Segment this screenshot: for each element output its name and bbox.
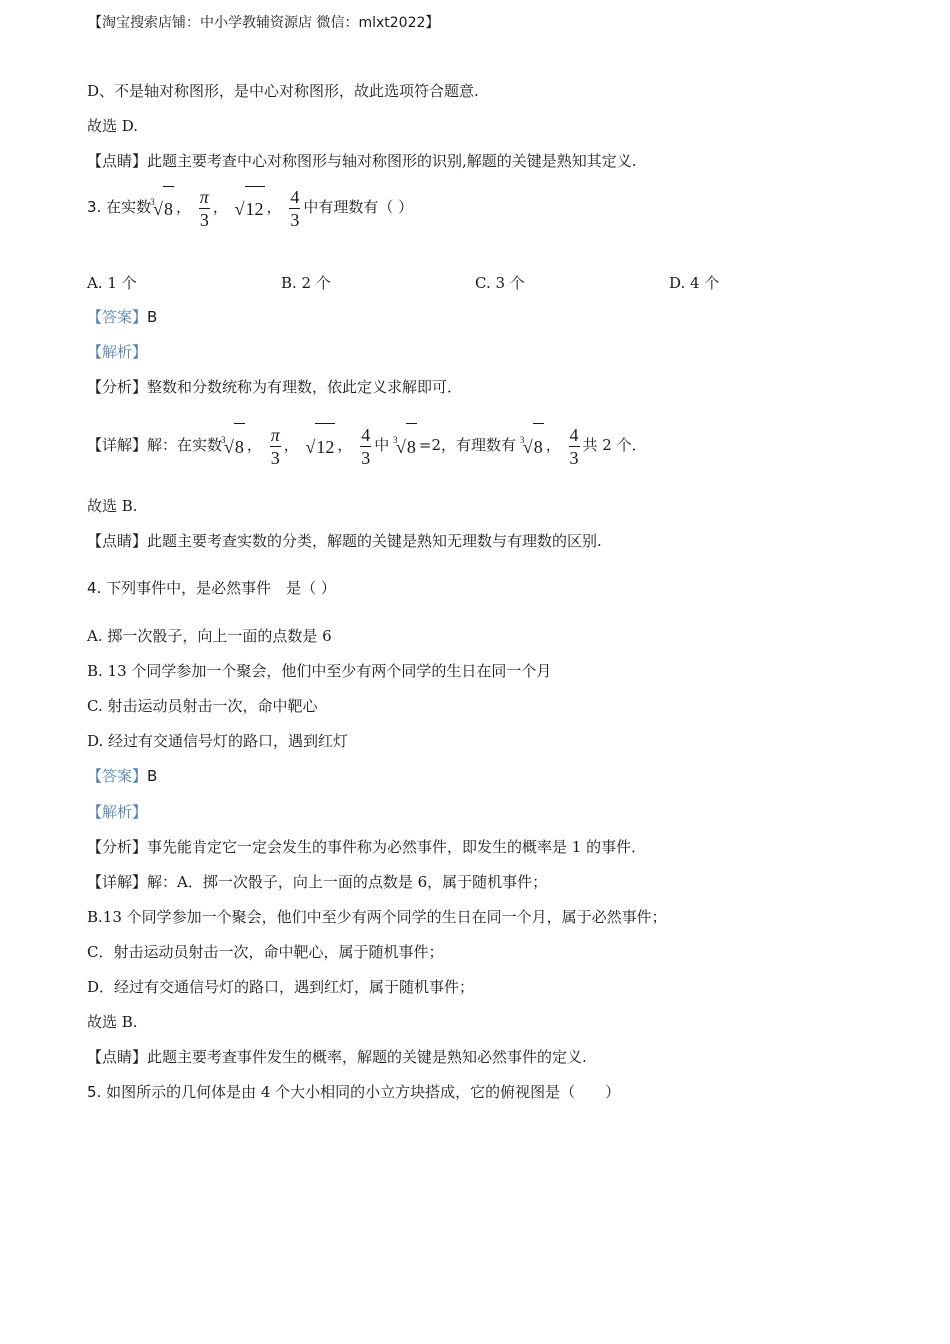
solution-text: 共 2 个．	[582, 436, 647, 454]
cube-root-8: 3 √8	[224, 423, 245, 470]
cube-root-8: 3 √8	[523, 423, 544, 470]
answer-label: 【答案】	[87, 767, 148, 785]
option-b: B. 2 个	[281, 274, 331, 292]
question-3	[87, 185, 413, 231]
solution-text: D．经过有交通信号灯的路口，遇到红灯，属于随机事件；	[87, 978, 475, 996]
answer-value: B	[147, 767, 158, 785]
fraction-4-over-3: $\frac{4}{3}$	[361, 424, 371, 468]
question-4	[87, 578, 336, 598]
header-banner: 【淘宝搜索店铺：中小学教辅资源店 微信：mlxt2022】	[88, 15, 440, 31]
question-text: 如图所示的几何体是由 4 个大小相同的小立方块搭成，它的俯视图是（ ）	[106, 1083, 621, 1101]
option-b: B. 13 个同学参加一个聚会，他们中至少有两个同学的生日在同一个月	[87, 662, 552, 680]
answer-line	[87, 766, 157, 786]
option-c: C. 3 个	[475, 274, 525, 292]
sqrt-12: √12	[235, 186, 265, 231]
solution-text: 【详解】解：A．掷一次骰子，向上一面的点数是 6，属于随机事件；	[87, 873, 548, 891]
solution-3	[87, 422, 647, 470]
fraction-4-over-3: $\frac{4}{3}$	[569, 424, 579, 468]
question-text: 下列事件中，是必然事件 是（ ）	[106, 579, 336, 597]
option-a: A. 掷一次骰子，向上一面的点数是 6	[87, 627, 332, 645]
separator: ，	[337, 436, 353, 454]
question-number: 4.	[87, 579, 102, 597]
separator: ，	[545, 436, 561, 454]
text-line: 故选 B.	[87, 497, 138, 515]
analysis-label: 【解析】	[87, 803, 148, 821]
separator: ，	[246, 436, 262, 454]
fraction-4-over-3: $\frac{4}{3}$	[290, 186, 300, 230]
option-d: D. 经过有交通信号灯的路口，遇到红灯	[87, 732, 349, 750]
question-number: 3.	[87, 198, 102, 216]
text-line: 故选 D.	[87, 117, 139, 135]
text-line: 【点睛】此题主要考查中心对称图形与轴对称图形的识别,解题的关键是熟知其定义.	[87, 152, 637, 170]
analysis-text: 【分析】整数和分数统称为有理数，依此定义求解即可．	[87, 378, 463, 396]
question-number: 5.	[87, 1083, 102, 1101]
text-line: 【点睛】此题主要考查实数的分类，解题的关键是熟知无理数与有理数的区别.	[87, 532, 602, 550]
cube-root-8: 3 √8	[396, 423, 417, 470]
cube-root-8: 3 √8	[153, 186, 174, 231]
option-a: A. 1 个	[87, 274, 137, 292]
text-line: D、不是轴对称图形，是中心对称图形，故此选项符合题意.	[87, 82, 479, 100]
separator: ，	[176, 198, 192, 216]
analysis-label: 【解析】	[87, 343, 148, 361]
fraction-pi-over-3: $\frac{\pi}{3}$	[199, 186, 209, 230]
option-c: C. 射击运动员射击一次，命中靶心	[87, 697, 318, 715]
solution-text: B.13 个同学参加一个聚会，他们中至少有两个同学的生日在同一个月，属于必然事件；	[87, 908, 667, 926]
sqrt-12: √12	[306, 423, 336, 470]
solution-text: 中	[374, 436, 390, 454]
answer-line	[87, 307, 157, 327]
solution-text: =2，有理数有	[418, 436, 517, 454]
fraction-pi-over-3: $\frac{\pi}{3}$	[270, 424, 280, 468]
solution-text: C．射击运动员射击一次，命中靶心，属于随机事件；	[87, 943, 444, 961]
question-text: 中有理数有（ ）	[303, 198, 414, 216]
separator: ，	[283, 436, 299, 454]
analysis-text: 【分析】事先能肯定它一定会发生的事件称为必然事件，即发生的概率是 1 的事件．	[87, 838, 647, 856]
question-text: 在实数	[106, 198, 152, 216]
solution-text: 【详解】解：在实数	[87, 436, 223, 454]
answer-value: B	[147, 308, 158, 326]
separator: ，	[266, 198, 282, 216]
answer-label: 【答案】	[87, 308, 148, 326]
question-5	[87, 1082, 620, 1102]
text-line: 【点睛】此题主要考查事件发生的概率，解题的关键是熟知必然事件的定义.	[87, 1048, 587, 1066]
separator: ，	[212, 198, 228, 216]
option-d: D. 4 个	[669, 274, 720, 292]
text-line: 故选 B.	[87, 1013, 138, 1031]
